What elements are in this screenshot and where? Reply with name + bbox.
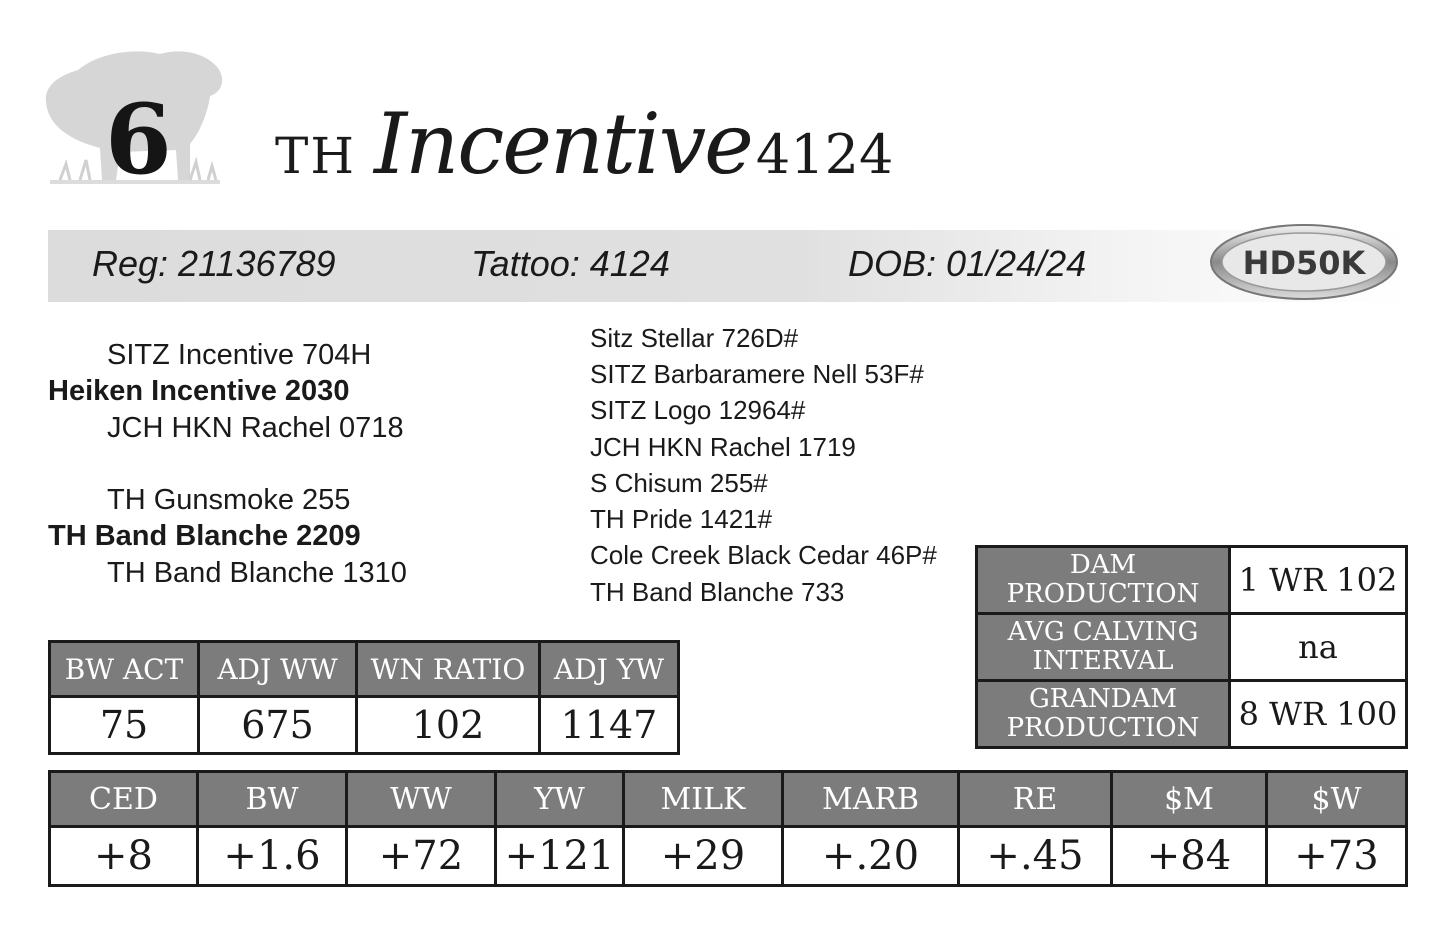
pedigree-dam: TH Band Blanche 2209 [48, 520, 361, 552]
animal-name-script: Incentive [373, 95, 752, 193]
epd-header-cell: MILK [624, 772, 783, 827]
dam-production-table [975, 545, 1408, 749]
dam-stat-label [977, 547, 1230, 614]
epd-value-cell: +.20 [783, 827, 959, 886]
performance-header-row [50, 642, 679, 697]
performance-table [48, 640, 680, 755]
epd-value-cell: +1.6 [198, 827, 347, 886]
epd-value-row [50, 827, 1407, 886]
epd-header-cell: $W [1267, 772, 1407, 827]
epd-header-row [50, 772, 1407, 827]
hd50k-badge-text: HD50K [1242, 244, 1366, 282]
dam-stat-row [977, 681, 1407, 748]
pedigree-ancestor: SITZ Logo 12964# [590, 395, 806, 425]
performance-header-cell: ADJ WW [199, 642, 357, 697]
epd-header-cell: RE [959, 772, 1112, 827]
registration-number: Reg: 21136789 [92, 243, 336, 284]
pedigree-ancestor: TH Pride 1421# [590, 504, 773, 534]
performance-value-cell: 1147 [540, 697, 679, 754]
animal-name-prefix: TH [275, 127, 356, 185]
dam-stat-label-line: AVG CALVING [1007, 617, 1199, 647]
dam-stat-value: 8 WR 100 [1230, 681, 1407, 748]
performance-value-cell: 675 [199, 697, 357, 754]
pedigree-ancestor: JCH HKN Rachel 1719 [590, 432, 856, 462]
epd-header-cell: MARB [783, 772, 959, 827]
dam-stat-row [977, 547, 1407, 614]
pedigree-ancestor: S Chisum 255# [590, 468, 768, 498]
performance-header-cell: ADJ YW [540, 642, 679, 697]
pedigree-ancestor: TH Band Blanche 733 [590, 577, 845, 607]
performance-header-cell: BW ACT [50, 642, 199, 697]
performance-value-cell: 102 [357, 697, 540, 754]
pedigree-dam-dam: TH Band Blanche 1310 [107, 557, 407, 589]
pedigree-ancestor: Cole Creek Black Cedar 46P# [590, 540, 937, 570]
pedigree-dam-sire: TH Gunsmoke 255 [107, 484, 351, 516]
dam-stat-label [977, 614, 1230, 681]
performance-value-row [50, 697, 679, 754]
epd-value-cell: +.45 [959, 827, 1112, 886]
epd-value-cell: +84 [1112, 827, 1267, 886]
dam-stat-value: 1 WR 102 [1230, 547, 1407, 614]
tattoo: Tattoo: 4124 [471, 243, 670, 284]
pedigree-ancestor: SITZ Barbaramere Nell 53F# [590, 359, 924, 389]
dam-stat-label-line: INTERVAL [1032, 646, 1174, 676]
epd-value-cell: +8 [50, 827, 198, 886]
epd-value-cell: +72 [347, 827, 496, 886]
epd-value-cell: +121 [496, 827, 624, 886]
pedigree-sire-dam: JCH HKN Rachel 0718 [107, 412, 404, 444]
animal-name [275, 95, 893, 205]
epd-value-cell: +73 [1267, 827, 1407, 886]
epd-header-cell: YW [496, 772, 624, 827]
epd-table [48, 770, 1408, 887]
dam-stat-label-line: PRODUCTION [1006, 579, 1200, 609]
pedigree-sire: Heiken Incentive 2030 [48, 375, 350, 407]
lot-number: 6 [105, 83, 172, 196]
dam-stat-label [977, 681, 1230, 748]
performance-header-cell: WN RATIO [357, 642, 540, 697]
pedigree-sire-sire: SITZ Incentive 704H [107, 339, 372, 371]
epd-header-cell: WW [347, 772, 496, 827]
dam-stat-label-line: GRANDAM [1028, 684, 1178, 714]
epd-header-cell: CED [50, 772, 198, 827]
dam-stat-label-line: DAM [1069, 550, 1137, 580]
performance-value-cell: 75 [50, 697, 199, 754]
pedigree-ancestor: Sitz Stellar 726D# [590, 323, 799, 353]
animal-name-number: 4124 [755, 123, 894, 186]
date-of-birth: DOB: 01/24/24 [848, 243, 1087, 284]
dam-stat-value: na [1230, 614, 1407, 681]
dam-stat-label-line: PRODUCTION [1006, 713, 1200, 743]
hd50k-badge [1208, 222, 1400, 302]
epd-header-cell: $M [1112, 772, 1267, 827]
dam-stat-row [977, 614, 1407, 681]
epd-value-cell: +29 [624, 827, 783, 886]
epd-header-cell: BW [198, 772, 347, 827]
